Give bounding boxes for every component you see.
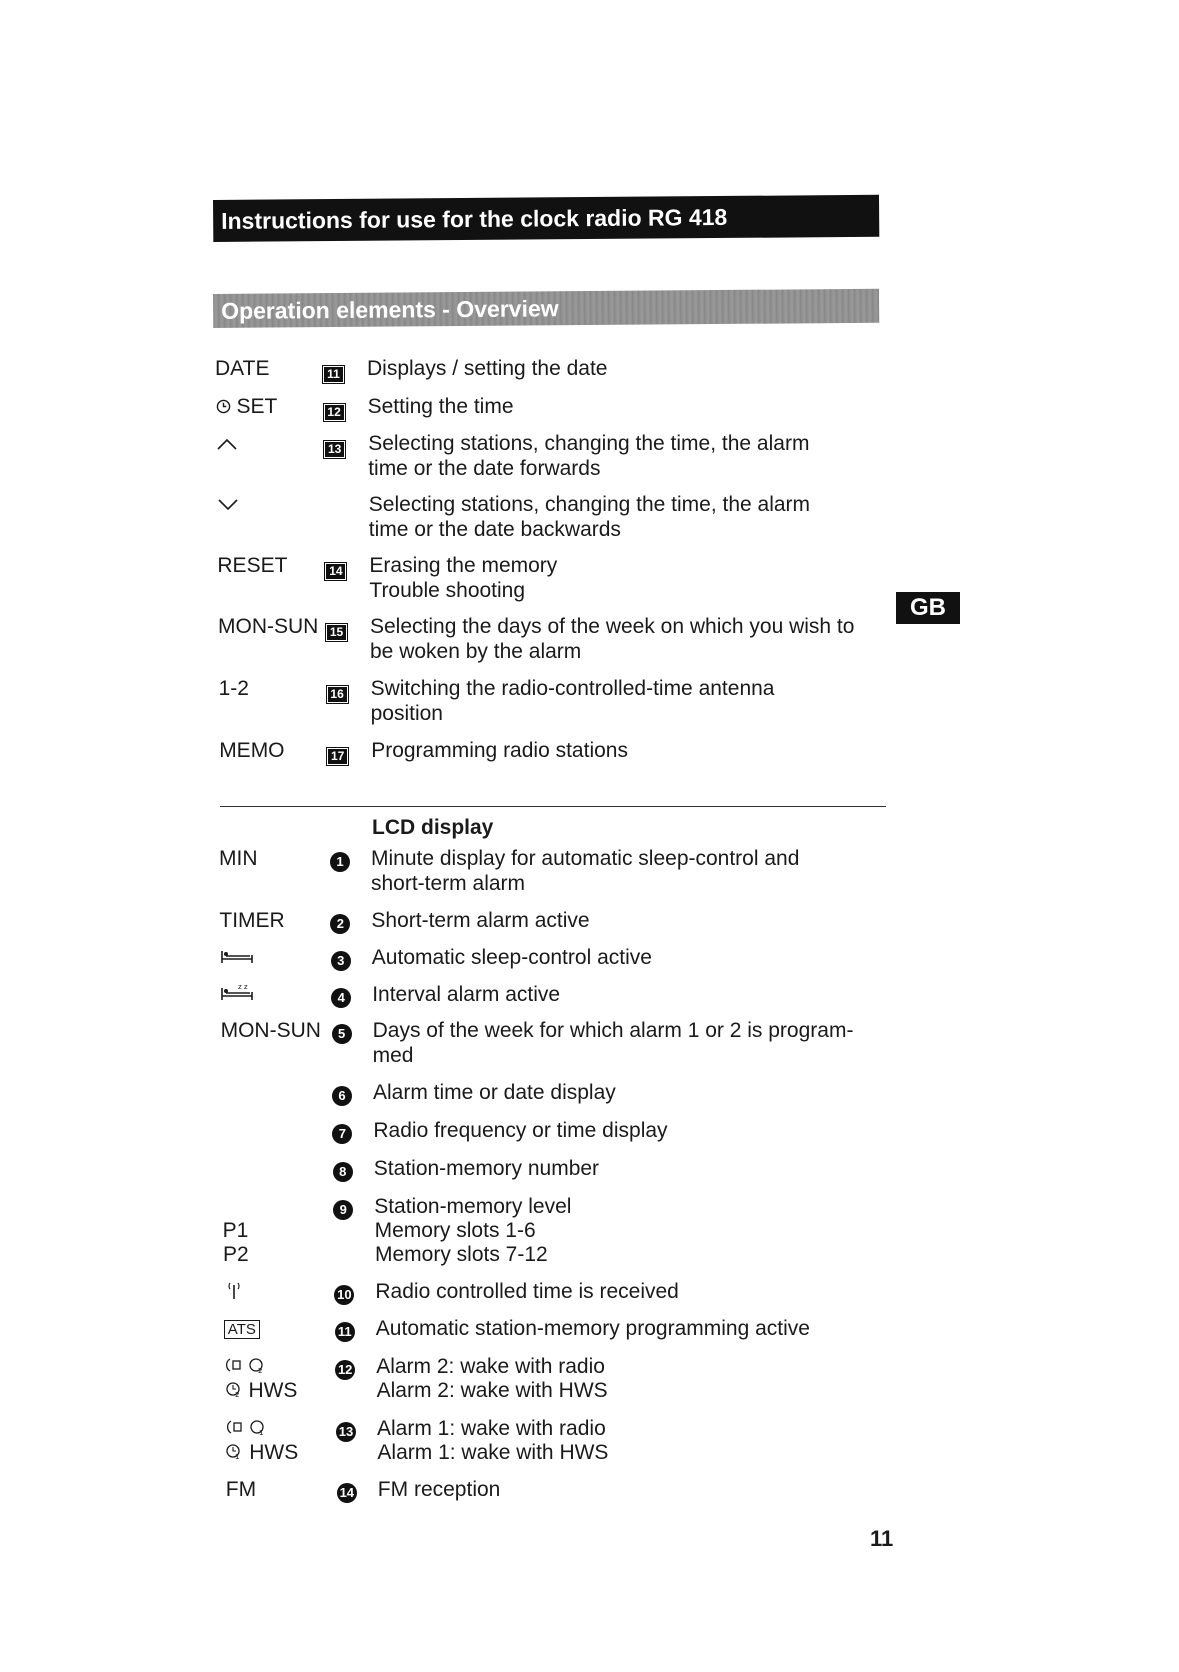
label-text: SET bbox=[236, 395, 278, 418]
item-description bbox=[373, 1080, 913, 1105]
chevron-down-icon bbox=[217, 494, 239, 517]
item-description bbox=[371, 846, 911, 896]
item-label bbox=[224, 1354, 334, 1380]
reference-number-badge: 2 bbox=[330, 914, 350, 934]
item-description bbox=[375, 1242, 915, 1267]
label-text: MON-SUN bbox=[218, 615, 319, 638]
item-label bbox=[223, 1279, 333, 1307]
item-label bbox=[216, 431, 326, 457]
svg-text:2: 2 bbox=[258, 1366, 263, 1374]
description-line: Selecting the days of the week on which you wish to bbox=[370, 615, 855, 638]
label-text: P1 bbox=[222, 1219, 249, 1242]
antenna-icon bbox=[223, 1283, 245, 1306]
item-description bbox=[377, 1440, 917, 1465]
reference-number-badge: 4 bbox=[331, 988, 351, 1008]
ats-icon: ATS bbox=[224, 1320, 260, 1339]
item-description bbox=[374, 1194, 914, 1219]
item-description bbox=[375, 1218, 915, 1243]
description-line: Programming radio stations bbox=[371, 739, 628, 762]
language-badge: GB bbox=[896, 592, 960, 624]
item-description bbox=[376, 1354, 916, 1379]
description-line: Memory slots 1-6 bbox=[374, 1219, 536, 1242]
item-description bbox=[373, 1118, 913, 1143]
item-label bbox=[225, 1416, 335, 1442]
reference-number-badge: 12 bbox=[323, 403, 346, 422]
description-line: short-term alarm bbox=[371, 872, 526, 895]
description-line: Alarm 2: wake with HWS bbox=[376, 1379, 608, 1402]
bed-zz-icon bbox=[220, 984, 254, 1007]
reference-number-badge: 12 bbox=[335, 1360, 355, 1380]
item-description bbox=[378, 1477, 918, 1502]
item-label bbox=[225, 1440, 335, 1466]
description-line: Radio controlled time is received bbox=[375, 1280, 679, 1303]
page-number: 11 bbox=[870, 1526, 894, 1551]
document-title: Instructions for use for the clock radio RG 418 bbox=[213, 195, 879, 242]
item-label bbox=[219, 846, 329, 871]
item-label bbox=[217, 553, 327, 578]
description-line: FM reception bbox=[377, 1478, 501, 1501]
svg-text:1: 1 bbox=[259, 1428, 264, 1436]
reference-number-badge: 11 bbox=[335, 1322, 355, 1342]
item-description bbox=[371, 908, 911, 933]
item-description bbox=[371, 738, 911, 763]
item-label bbox=[220, 945, 330, 971]
item-label bbox=[223, 1242, 333, 1267]
item-label bbox=[219, 676, 329, 701]
svg-text:1: 1 bbox=[235, 1452, 240, 1460]
alarm2-icon bbox=[225, 1380, 243, 1403]
description-line: time or the date backwards bbox=[368, 518, 621, 541]
reference-number-badge: 16 bbox=[326, 685, 349, 704]
item-label bbox=[216, 394, 326, 420]
section-divider bbox=[220, 806, 886, 807]
alarm1-icon bbox=[225, 1442, 243, 1465]
item-label bbox=[217, 492, 327, 518]
item-label bbox=[218, 614, 328, 639]
item-description bbox=[371, 676, 911, 726]
description-line: Alarm 2: wake with radio bbox=[376, 1355, 605, 1378]
reference-number-badge: 14 bbox=[337, 1483, 357, 1503]
item-description bbox=[367, 356, 907, 381]
item-description bbox=[369, 553, 909, 603]
description-line: Alarm 1: wake with HWS bbox=[377, 1441, 609, 1464]
radio-alarm1-icon bbox=[225, 1418, 269, 1441]
item-label bbox=[224, 1316, 334, 1341]
description-line: Alarm time or date display bbox=[373, 1081, 616, 1104]
description-line: Automatic sleep-control active bbox=[371, 946, 652, 969]
description-line: Displays / setting the date bbox=[367, 357, 608, 380]
description-line: Trouble shooting bbox=[369, 579, 526, 602]
reference-number-badge: 1 bbox=[330, 852, 350, 872]
label-text: FM bbox=[225, 1478, 257, 1501]
item-description bbox=[368, 394, 908, 419]
reference-number-badge: 3 bbox=[331, 951, 351, 971]
description-line: Erasing the memory bbox=[369, 554, 558, 577]
reference-number-badge: 7 bbox=[332, 1124, 352, 1144]
description-line: med bbox=[372, 1044, 414, 1067]
item-description bbox=[376, 1316, 916, 1341]
reference-number-badge: 10 bbox=[334, 1285, 354, 1305]
label-text: TIMER bbox=[219, 909, 285, 932]
reference-number-badge: 6 bbox=[332, 1086, 352, 1106]
label-text: MON-SUN bbox=[220, 1019, 321, 1042]
label-text: MIN bbox=[219, 847, 258, 870]
item-description bbox=[372, 945, 912, 970]
description-line: Automatic station-memory programming active bbox=[375, 1317, 810, 1340]
reference-number-badge: 14 bbox=[324, 562, 347, 581]
svg-text:2: 2 bbox=[234, 1390, 240, 1398]
bed-icon bbox=[220, 947, 254, 970]
description-line: Selecting stations, changing the time, the alarm bbox=[368, 432, 810, 455]
reference-number-badge: 13 bbox=[336, 1422, 356, 1442]
item-label bbox=[219, 908, 329, 933]
reference-number-badge: 11 bbox=[322, 365, 345, 384]
item-label bbox=[220, 982, 330, 1008]
lcd-display-heading: LCD display bbox=[372, 816, 494, 839]
svg-text:z z: z z bbox=[238, 983, 248, 992]
description-line: Station-memory level bbox=[374, 1195, 572, 1218]
reference-number-badge: 15 bbox=[325, 623, 348, 642]
item-description bbox=[369, 492, 909, 542]
radio-alarm2-icon bbox=[224, 1356, 268, 1379]
item-label bbox=[219, 738, 329, 763]
item-label bbox=[225, 1378, 335, 1404]
label-text: P2 bbox=[223, 1243, 249, 1266]
item-description bbox=[374, 1156, 914, 1181]
item-description bbox=[372, 982, 912, 1007]
reference-number-badge: 5 bbox=[332, 1024, 352, 1044]
section-heading: Operation elements - Overview bbox=[213, 289, 879, 328]
item-description bbox=[377, 1416, 917, 1441]
item-description bbox=[370, 614, 910, 664]
description-line: Interval alarm active bbox=[372, 983, 561, 1006]
label-text: DATE bbox=[215, 357, 270, 380]
description-line: be woken by the alarm bbox=[370, 640, 582, 663]
chevron-up-icon bbox=[216, 433, 238, 456]
description-line: time or the date forwards bbox=[368, 457, 601, 480]
description-line: Selecting stations, changing the time, the alarm bbox=[368, 493, 811, 516]
item-label bbox=[226, 1477, 336, 1502]
reference-number-badge: 9 bbox=[333, 1200, 353, 1220]
description-line: Memory slots 7-12 bbox=[375, 1243, 548, 1266]
description-line: Station-memory number bbox=[373, 1157, 600, 1180]
description-line: Short-term alarm active bbox=[371, 909, 590, 932]
item-description bbox=[368, 431, 908, 481]
reference-number-badge: 13 bbox=[323, 440, 346, 459]
reference-number-badge: 8 bbox=[333, 1162, 353, 1182]
label-text: MEMO bbox=[219, 739, 285, 762]
description-line: position bbox=[370, 702, 443, 725]
reference-number-badge: 17 bbox=[326, 747, 349, 766]
item-description bbox=[377, 1378, 917, 1403]
label-text: HWS bbox=[249, 1441, 299, 1464]
label-text: RESET bbox=[217, 554, 288, 577]
description-line: Setting the time bbox=[367, 395, 514, 418]
item-description bbox=[373, 1018, 913, 1068]
label-text: HWS bbox=[248, 1379, 298, 1402]
item-label bbox=[215, 356, 325, 381]
description-line: Days of the week for which alarm 1 or 2 is program- bbox=[372, 1019, 854, 1042]
item-label bbox=[221, 1018, 331, 1043]
description-line: Switching the radio-controlled-time antenna bbox=[370, 677, 775, 700]
description-line: Alarm 1: wake with radio bbox=[377, 1417, 606, 1440]
description-line: Radio frequency or time display bbox=[373, 1119, 668, 1142]
item-label bbox=[223, 1218, 333, 1243]
item-description bbox=[375, 1279, 915, 1304]
label-text: 1-2 bbox=[218, 677, 249, 700]
clock-icon bbox=[216, 396, 231, 419]
description-line: Minute display for automatic sleep-control and bbox=[371, 847, 800, 870]
